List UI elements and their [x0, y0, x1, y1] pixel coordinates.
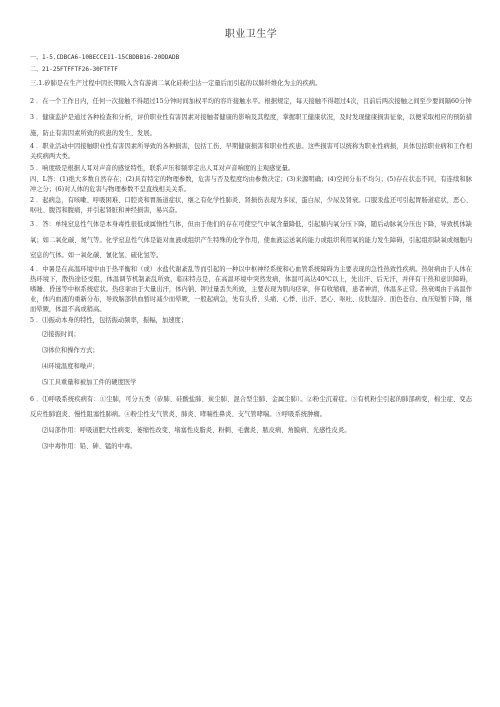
definition-5: 5 ．响度级是根据人耳对声音的感觉特性，联系声压和频率定出人耳对声音响度的主观感觉量。 — [30, 164, 295, 172]
definition-4: 4 ．职业活动中因接触职业性有害因素所导致的各种损害，包括工伤、早期健康损害和职业性疾患。这些损害可以统称为职业性病损，具体包括职业病和工作相关疾病两大类。 — [30, 143, 472, 161]
page-title: 职业卫生学 — [224, 29, 278, 40]
definition-3: 3 ．健康监护是通过各种检查和分析，评价职业性有害因素对接触者健康的影响及其程度，掌握职工健康状况，及时发现健康损害征象，以便采取相应的预防措施，防止有害因素所致的疾患的发生、发展。 — [30, 114, 472, 137]
answer-4-3: 3 ．答：单纯窒息性气体是本身毒性很低或属惰性气体，但由于他们的存在可使空气中氧含量降低，引起肺内氧分压下降，随后动脉氧分压也下降，导致机体缺氧；如二氧化碳、氮气等。化学窒息性气体是能对血液或组织产生特殊的化学作用，使血液运送氧的能力或组织利用氧的能力发生障碍，引起组织缺氧或细胞内窒息的气体。如一氧化碳、氰化氢、硫化氢等。 — [30, 221, 472, 260]
answer-4-5-item-2: ⑵接振时间； — [42, 330, 80, 338]
answer-4-5-item-4: ⑷环境温度和噪声； — [42, 362, 99, 370]
answer-4-4: 4 ．中暑是在高温环境中由于热平衡和（或）水盐代谢紊乱等而引起的一种以中枢神经系统和心血管系统障碍为主要表现的急性热致性疾病。热射病由于人体在热环境下，散热途径受阻，体温调节机制紊乱所致，临床特点是，在高温环境中突然发病，体温可高达40℃以上，先出汗、后无汗，并伴有干热和意识障碍，嗜睡、昏迷等中枢系统症状。热痉挛由于大量出汗，体内钠、钾过量丢失所致，主要表现为肌肉痉挛，伴有收缩痛，患者神清，体温多正常。热衰竭由于高温作业，体内血液的重新分布，导致脑部供血暂时减少而晕厥，一般起病急，先有头昏、头痛、心悸、出汗、恶心、呕吐、皮肤湿冷、面色苍白、血压短暂下降，继而晕厥，体温不高或稍高。 — [30, 265, 472, 314]
answer-4-5: 5 ．⑴振动本身的特性，包括振动频率，振幅，加速度； — [30, 317, 188, 325]
answers-section-1: 一、1-5.CDBCA6-10BECCE11-15CBDBB16-20DDADB — [30, 54, 180, 61]
answer-4-5-item-5: ⑸工具重量和被加工件的硬度医学 — [42, 378, 137, 386]
answer-4-6-item-3: ⑶中毒作用：铅、砷、锰的中毒。 — [42, 442, 137, 450]
answer-4-6-item-2: ⑵局部作用：呼吸道肥大性病变、萎缩性改变、堵塞性皮脂炎、粉刺、毛囊炎、脓皮病、角膜病、光感性皮炎。 — [42, 426, 351, 434]
answer-4-6: 6 ．⑴呼吸系统疾病有：①尘肺，可分五类（矽肺、硅酸盐肺、炭尘肺、混合型尘肺、金属尘肺）。②粉尘沉着症。③有机粉尘引起的肺部病变，棉尘症、变态反应性肺泡炎、慢性阻塞性肺病。④粉尘性支气管炎、肺炎、哮喘性鼻炎、支气管哮喘。⑤呼吸系统肿瘤。 — [30, 395, 472, 419]
definition-2: 2 ．在一个工作日内，任何一次接触不得超过15分钟时间加权平均的容许接触水平。根据规定，每天接触不得超过4次，且前后两次接触之间至少要间隔60分钟 — [30, 97, 472, 105]
answers-section-2: 二、21-25FTFFTF26-30FTFTF — [30, 65, 118, 73]
answer-4-5-item-3: ⑶体位和操作方式； — [42, 346, 99, 354]
answer-4-2: 2 ．起病急，有咳嗽、呼吸困难、口腔炎和胃肠道症状，继之有化学性肺炎、肾损伤表现为多尿，蛋白尿，少尿及肾衰。口服汞盐还可引起胃肠道症状，恶心、呕吐、腹泻和腹痛，并引起肾脏和神经损害，易兴奋。 — [30, 197, 472, 215]
definition-1: 三.1.矽肺是在生产过程中因长期吸入含有游离二氧化硅粉尘达一定量后而引起的以肺纤维化为主的疾病。 — [30, 80, 322, 88]
answer-4-1: 四、L答：(1)绝大多数自然存在；(2)具有特定的物理参数，危害与否及程度均由参数决定；(3)来源明确；(4)空间分布不均匀；(5)存在状态不同，有连续和脉冲之分；(6)对人体的危害与物理参数不呈直线相关关系。 — [30, 175, 472, 193]
